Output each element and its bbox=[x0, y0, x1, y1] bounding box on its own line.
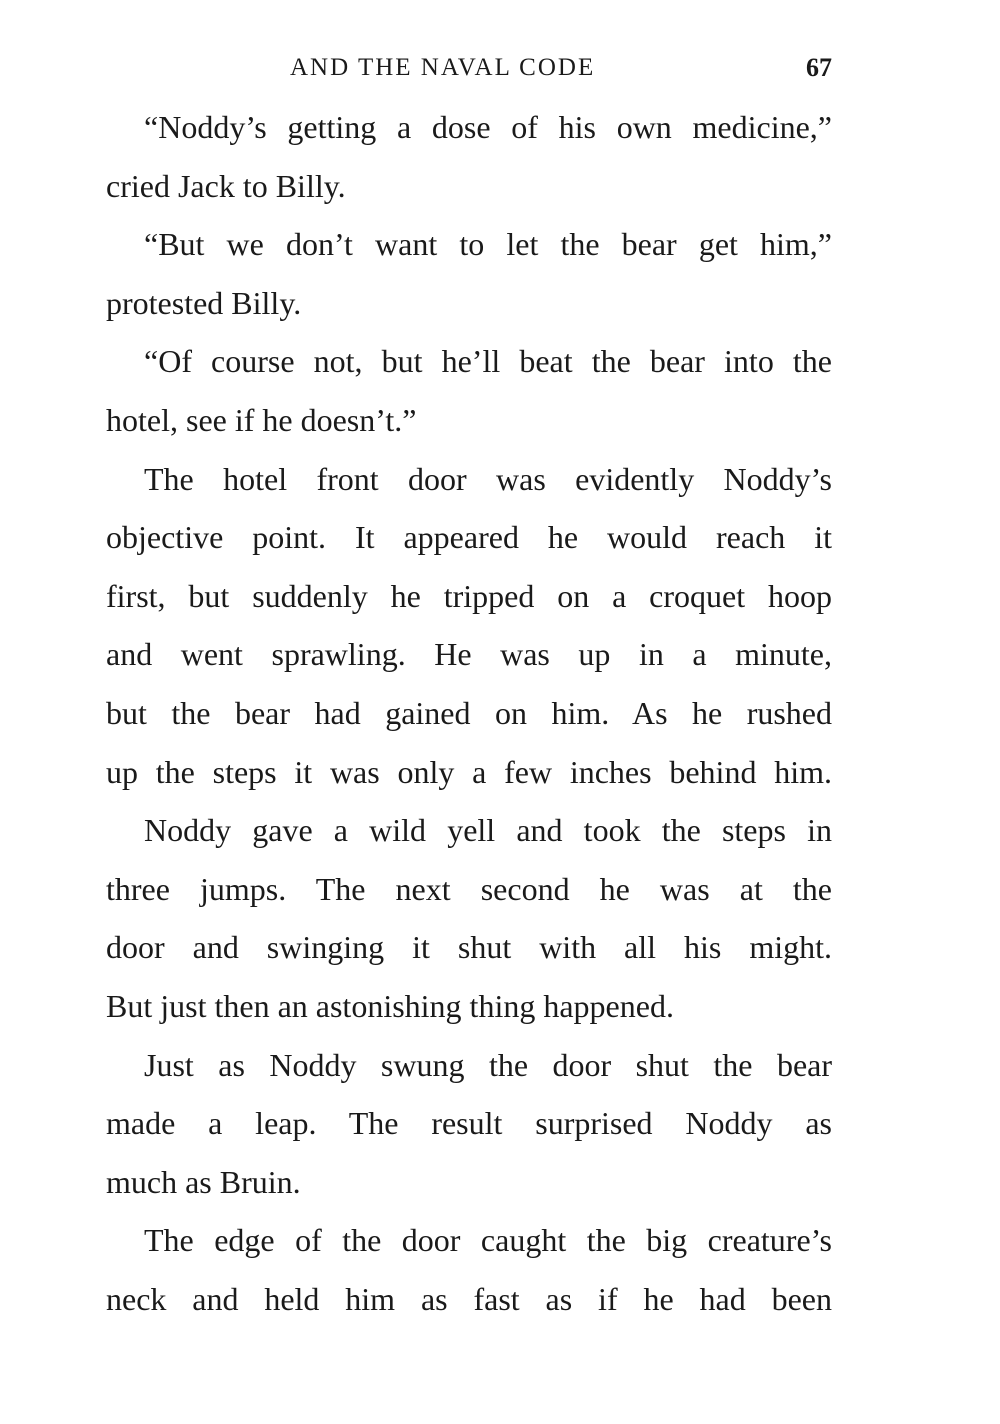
paragraph bbox=[106, 98, 832, 215]
paragraph bbox=[106, 1211, 832, 1328]
paragraph bbox=[106, 332, 832, 449]
text-line: “Noddy’s getting a dose of his own medicine,” bbox=[144, 109, 832, 145]
running-head bbox=[0, 48, 1000, 88]
text-line: protested Billy. bbox=[106, 284, 302, 321]
text-line: But just then an astonishing thing happened. bbox=[106, 987, 674, 1024]
text-line: hotel, see if he doesn’t.” bbox=[106, 401, 417, 438]
text-line: The hotel front door was evidently Noddy’s bbox=[144, 460, 832, 497]
text-line: up the steps it was only a few inches behind him. bbox=[106, 753, 832, 790]
text-line: “Of course not, but he’ll beat the bear into the bbox=[144, 343, 832, 380]
paragraph bbox=[106, 450, 832, 802]
running-title: AND THE NAVAL CODE bbox=[290, 54, 596, 81]
text-line: made a leap. The result surprised Noddy as bbox=[106, 1105, 832, 1142]
paragraph bbox=[106, 801, 832, 1035]
text-line: door and swinging it shut with all his might. bbox=[106, 929, 832, 966]
text-line: Just as Noddy swung the door shut the bear bbox=[144, 1046, 832, 1083]
text-line: The edge of the door caught the big creature’s bbox=[144, 1222, 832, 1259]
text-line: Noddy gave a wild yell and took the steps in bbox=[144, 812, 832, 849]
paragraph bbox=[106, 1036, 832, 1212]
text-line: “But we don’t want to let the bear get him,” bbox=[144, 226, 832, 263]
text-line: but the bear had gained on him. As he rushed bbox=[106, 694, 832, 731]
page-number: 67 bbox=[806, 53, 832, 82]
text-line: neck and held him as fast as if he had been bbox=[106, 1280, 832, 1317]
text-line: cried Jack to Billy. bbox=[106, 167, 346, 204]
text-line: first, but suddenly he tripped on a croquet hoop bbox=[106, 577, 832, 614]
paragraph bbox=[106, 215, 832, 332]
text-line: three jumps. The next second he was at the bbox=[106, 870, 832, 907]
text-line: and went sprawling. He was up in a minute, bbox=[106, 636, 832, 673]
body-text bbox=[106, 98, 832, 1328]
text-line: objective point. It appeared he would reach it bbox=[106, 519, 832, 556]
text-line: much as Bruin. bbox=[106, 1163, 301, 1200]
